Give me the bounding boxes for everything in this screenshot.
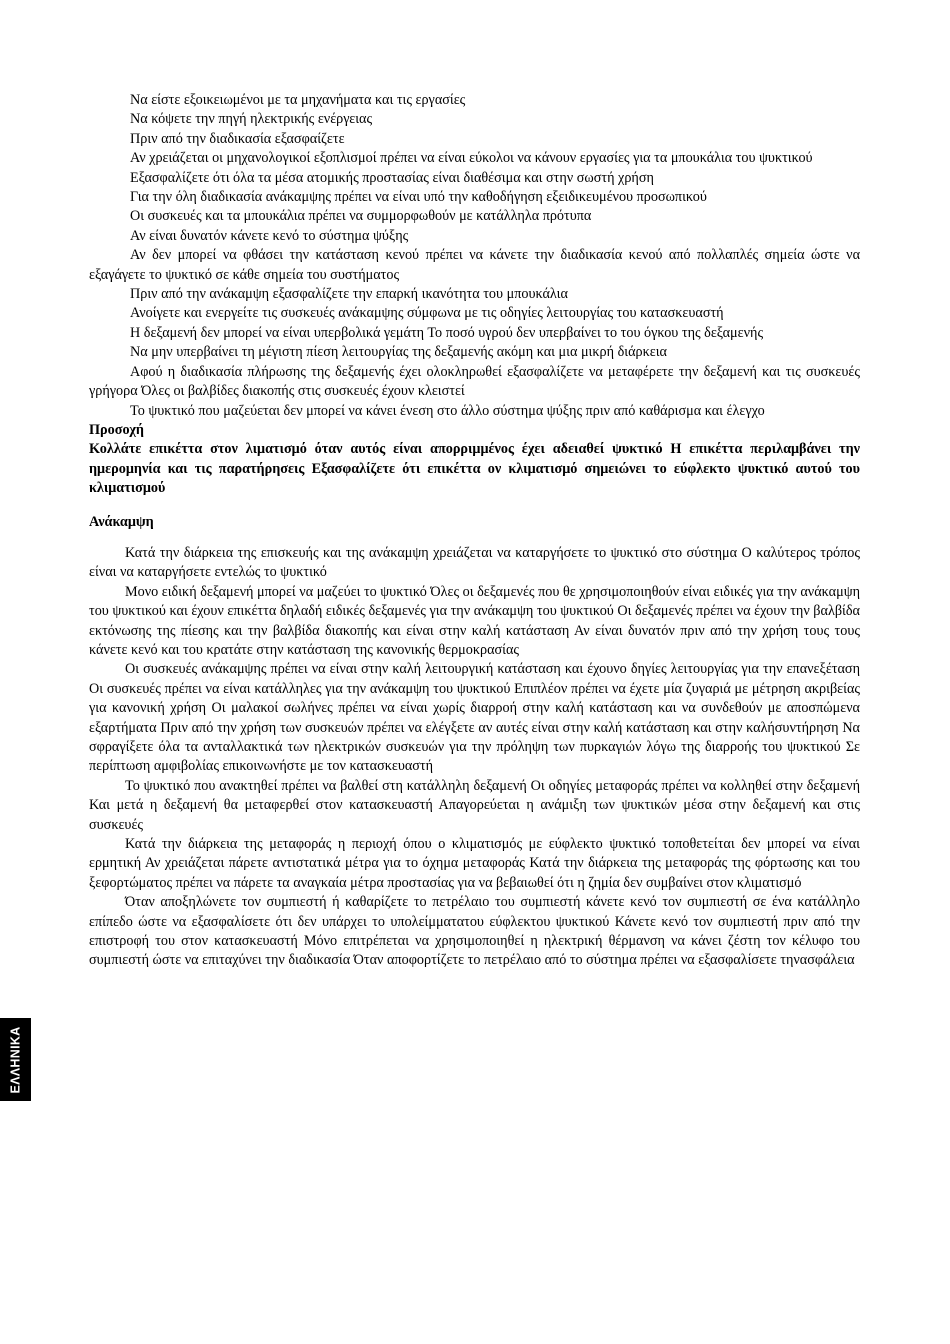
- document-page: [89, 91, 860, 971]
- line-supervision: Για την όλη διαδικασία ανάκαμψης πρέπει να είναι υπό την καθοδήγηση εξειδικευμένου προσωπικού: [130, 189, 707, 206]
- paragraph-tools: Αν χρειάζεται οι μηχανολογικοί εξοπλισμοί πρέπει να είναι εύκολοι να κάνουν εργασίες για τα μπουκάλια του ψυκτικού: [130, 150, 813, 167]
- intro-line-before: Πριν από την διαδικασία εξασφαίζετε: [130, 130, 345, 147]
- paragraph-tank-fill: Η δεξαμενή δεν μπορεί να είναι υπερβολικά γεμάτη Το ποσό υγρού δεν υπερβαίνει το του όγκου της δεξαμενής: [130, 324, 764, 341]
- recovery-paragraph: Οι συσκευές ανάκαμψης πρέπει να είναι στην καλή λειτουργική κατάσταση και έχουνο δηγίες λειτουργίας για την επανεξέταση Οι συσκευές πρέπει να είναι κατάλληλες για την ανάκαμψη του ψυκτικού Επιπλέον πρέπει να έχετε μία ζυγαριά με μέτρηση ακριβείας για κανονική χρήση Οι μαλακοί σωλήνες πρέπει να είναι χωρίς διαρροή στην καλή κατάσταση και να συνδεθούν με αποσπώμενα εξαρτήματα Πριν από την χρήση των συσκευών πρέπει να ελέγξετε αν αυτές είναι στην καλή κατάσταση και στην καλήσυντήρηση Να σφραγίξετε όλα τα ανταλλακτικά των ηλεκτρικών συσκευών για την πρόληψη των πυρκαγιών λόγω της διαρροής του ψυκτικού Σε περίπτωση αμφιβολίας επικοινωνήστε με τον κατασκευαστή: [89, 661, 860, 775]
- recovery-paragraph: Κατά την διάρκεια της επισκευής και της ανάκαμψη χρειάζεται να καταργήσετε το ψυκτικό στο σύστημα Ο καλύτερος τρόπος είναι να καταργήσετε εντελώς το ψυκτικό: [89, 544, 860, 581]
- recovery-paragraph: Μονο ειδική δεξαμενή μπορεί να μαζεύει το ψυκτικό Όλες οι δεξαμενές που θε χρησιμοποιηθούν είναι ειδικές για την ανάκαμψη του ψυκτικού και έχουν επικέττα δηλαδή ειδικές δεξαμενές για την ανάκαμψη του ψυκτικού Οι δεξαμενές πρέπει να έχουν την βαλβίδα εκτόνωσης της πίεσης και την βαλβίδα διακοπής και είναι στην καλή κατάσταση Αν είναι δυνατόν πριν από την χρήση τους τους κάνετε κενό και του κρατάτε στην κατάσταση της κανονικής θερμοκρασίας: [89, 583, 860, 658]
- paragraph-transfer: Αφού η διαδικασία πλήρωσης της δεξαμενής έχει ολοκληρωθεί εξασφαλίζετε να μεταφέρετε την δεξαμενή και τις συσκευές γρήγορα Όλες οι βαλβίδες διακοπής στις συσκευές έχουν κλειστεί: [89, 363, 860, 400]
- recovery-heading: Ανάκαμψη: [89, 513, 154, 530]
- caution-heading: Προσοχή: [89, 421, 144, 438]
- line-operate-devices: Ανοίγετε και ενεργείτε τις συσκευές ανάκαμψης σύμφωνα με τις οδηγίες λειτουργίας του κατασκευαστή: [130, 305, 724, 322]
- line-max-pressure: Να μην υπερβαίνει τη μέγιστη πίεση λειτουργίας της δεξαμενής ακόμη και μια μικρή διάρκεια: [130, 344, 667, 361]
- recovery-paragraph: Κατά την διάρκεια της μεταφοράς η περιοχή όπου ο κλιματισμός με εύφλεκτο ψυκτικό τοποθετείται δεν μπορεί να είναι ερμητική Αν χρειάζεται πάρετε αντιστατικά μέτρα για το όχημα μεταφοράς Κατά την διάρκεια της μεταφοράς της φόρτωσης και του ξεφορτώματος πρέπει να πάρετε τα αναγκαία μέτρα προστασίας για να βεβαιωθεί ότι η ζημία δεν συμβαίνει στον κλιματισμό: [89, 836, 860, 891]
- line-bottle-capacity: Πριν από την ανάκαμψη εξασφαλίζετε την επαρκή ικανότητα του μπουκάλια: [130, 286, 568, 303]
- line-standards: Οι συσκευές και τα μπουκάλια πρέπει να συμμορφωθούν με κατάλληλα πρότυπα: [130, 208, 592, 225]
- recovery-paragraph: Το ψυκτικό που ανακτηθεί πρέπει να βαλθεί στη κατάλληλη δεξαμενή Οι οδηγίες μεταφοράς πρέπει να κολληθεί στην δεξαμενή Και μετά η δεξαμενή θα μεταφερθεί στον κατασκευαστή Απαγορεύεται η ανάμιξη των ψυκτικών μέσα στην δεξαμενή και στις συσκευές: [89, 777, 860, 833]
- recovery-paragraph: Όταν αποξηλώνετε τον συμπιεστή ή καθαρίζετε το πετρέλαιο του συμπιεστή κάνετε κενό τον συμπιεστή σε ένα κατάλληλο επίπεδο ώστε να εξασφαλίσετε ότι δεν υπάρχει το υπολείμματατου εύφλεκτου ψυκτικού Κάνετε κενό τον συμπιεστή πριν από την επιστροφή του στον κατασκευαστή Μόνο επιτρέπεται να χρησιμοποιηθεί η ηλεκτρική θέρμανση να κάνει ζέστη τον κέλυφο του συμπιεστή ώστε να επιταχύνει την διαδικασία Όταν αποφορτίζετε το πετρέλαιο από το σύστημα πρέπει να εξασφαλίσετε τηνασφάλεια: [89, 894, 860, 969]
- intro-line-power: Να κόψετε την πηγή ηλεκτρικής ενέργειας: [130, 111, 373, 128]
- language-tab: [0, 1018, 31, 1101]
- caution-text: Κολλάτε επικέττα στον λιματισμό όταν αυτός είναι απορριμμένος έχει αδειαθεί ψυκτικό Η επικέττα περιλαμβάνει την ημερομηνία και τις παρατήρησεις Εξασφαλίζετε ότι επικέττα ον κλιματισμό σημειώνει το εύφλεκτο ψυκτικό αυτού του κλιματισμού: [89, 441, 860, 497]
- line-ppe: Εξασφαλίζετε ότι όλα τα μέσα ατομικής προστασίας είναι διαθέσιμα και στην σωστή χρήση: [130, 169, 654, 186]
- intro-line-familiar: Να είστε εξοικειωμένοι με τα μηχανήματα και τις εργασίες: [130, 92, 466, 108]
- paragraph-inject: Το ψυκτικό που μαζεύεται δεν μπορεί να κάνει ένεση στο άλλο σύστημα ψύξης πριν από καθάρισμα και έλεγχο: [130, 402, 765, 419]
- line-vacuum-system: Αν είναι δυνατόν κάνετε κενό το σύστημα ψύξης: [130, 227, 409, 244]
- language-tab-label: ΕΛΛΗΝΙΚΑ: [8, 1026, 23, 1093]
- paragraph-vacuum: Αν δεν μπορεί να φθάσει την κατάσταση κενού πρέπει να κάνετε την διαδικασία κενού από πολλαπλές σημεία ώστε να εξαγάγετε το ψυκτικό σε κάθε σημεία του συστήματος: [89, 247, 860, 283]
